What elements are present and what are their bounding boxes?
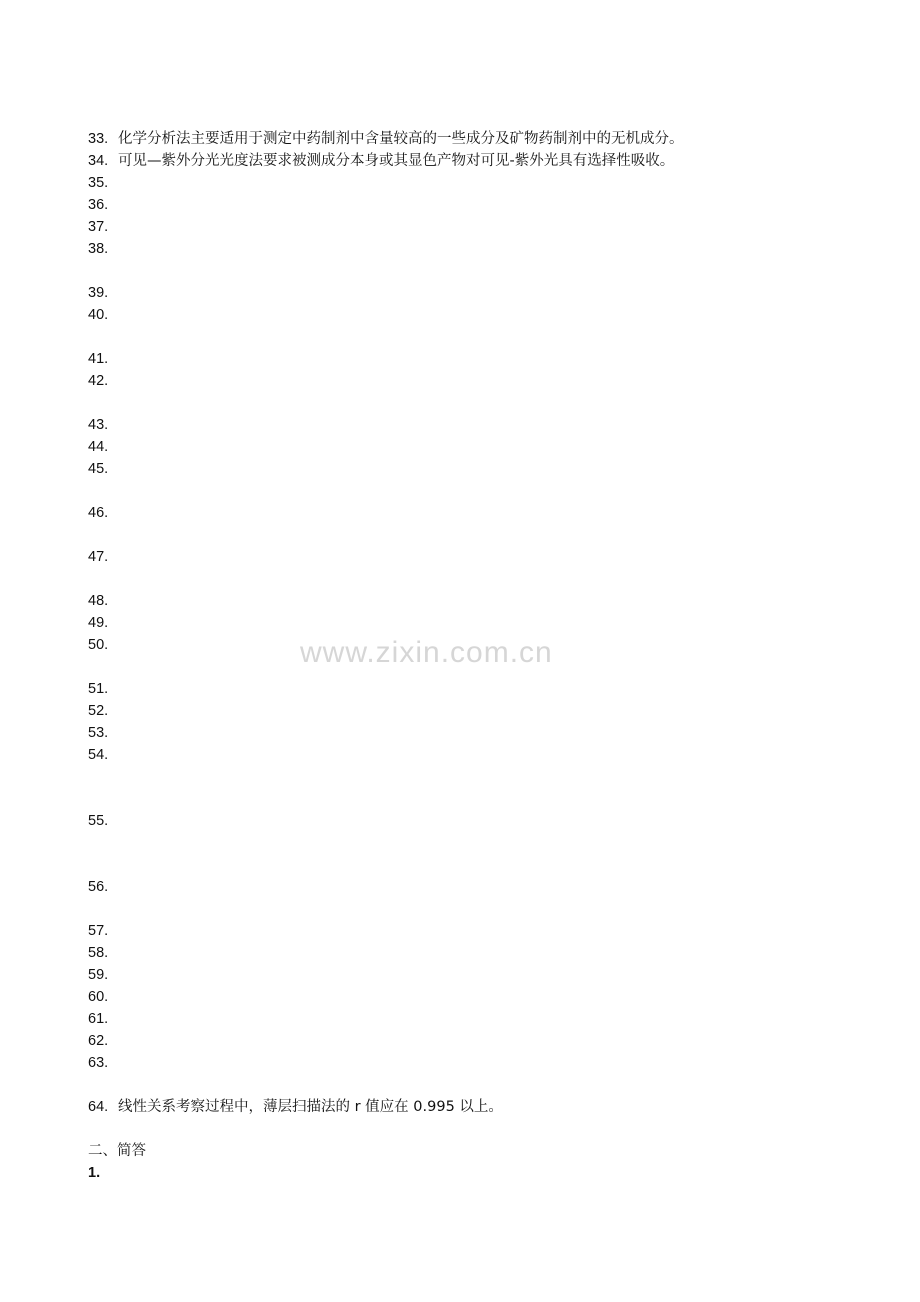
item-number: 57. <box>88 923 109 939</box>
item-number: 55. <box>88 813 109 829</box>
section-heading: 二、简答 <box>88 1143 146 1159</box>
list-item <box>88 216 840 238</box>
item-number: 54. <box>88 747 109 763</box>
item-number: 37. <box>88 219 109 235</box>
item-number: 34. <box>88 153 109 169</box>
item-number: 58. <box>88 945 109 961</box>
item-number: 45. <box>88 461 109 477</box>
item-number: 51. <box>88 681 109 697</box>
list-item <box>88 502 840 546</box>
item-text: 可见—紫外分光光度法要求被测成分本身或其显色产物对可见-紫外光具有选择性吸收。 <box>118 153 675 169</box>
item-number: 59. <box>88 967 109 983</box>
question-title <box>88 1162 840 1184</box>
item-number: 64. <box>88 1099 109 1115</box>
answer-paragraph <box>88 1184 840 1250</box>
list-item <box>88 942 840 964</box>
item-number: 44. <box>88 439 109 455</box>
list-item <box>88 238 840 282</box>
list-item <box>88 722 840 744</box>
item-number: 33. <box>88 131 109 147</box>
list-item <box>88 282 840 304</box>
list-item <box>88 612 840 634</box>
item-number: 62. <box>88 1033 109 1049</box>
item-number: 60. <box>88 989 109 1005</box>
item-number: 35. <box>88 175 109 191</box>
continuation-paragraph <box>118 84 840 128</box>
item-number: 53. <box>88 725 109 741</box>
item-text: 线性关系考察过程中，薄层扫描法的 r 值应在 0.995 以上。 <box>118 1099 503 1115</box>
list-item <box>88 172 840 194</box>
list-item <box>88 194 840 216</box>
item-number: 36. <box>88 197 109 213</box>
list-item <box>88 920 840 942</box>
item-number: 63. <box>88 1055 109 1071</box>
item-text: 化学分析法主要适用于测定中药制剂中含量较高的一些成分及矿物药制剂中的无机成分。 <box>118 131 684 147</box>
list-item <box>88 546 840 590</box>
list-item <box>88 150 840 172</box>
item-number: 56. <box>88 879 109 895</box>
item-number: 48. <box>88 593 109 609</box>
list-item <box>88 876 840 920</box>
list-item <box>88 1030 840 1052</box>
item-number: 43. <box>88 417 109 433</box>
list-item <box>88 1052 840 1096</box>
item-number: 61. <box>88 1011 109 1027</box>
item-number: 39. <box>88 285 109 301</box>
list-item <box>88 458 840 502</box>
list-item <box>88 1096 840 1118</box>
item-number: 47. <box>88 549 109 565</box>
item-number: 42. <box>88 373 109 389</box>
item-number: 40. <box>88 307 109 323</box>
list-item <box>88 348 840 370</box>
list-item <box>88 810 840 876</box>
list-item <box>88 128 840 150</box>
list-item <box>88 414 840 436</box>
list-item <box>88 964 840 986</box>
watermark: www.zixin.com.cn <box>300 636 553 669</box>
list-item <box>88 700 840 722</box>
question-text <box>118 1162 840 1184</box>
list-item <box>88 744 840 810</box>
question-number: 1. <box>88 1165 101 1181</box>
list-item <box>88 590 840 612</box>
list-item <box>88 436 840 458</box>
list-item <box>88 986 840 1008</box>
item-number: 49. <box>88 615 109 631</box>
item-number: 52. <box>88 703 109 719</box>
item-number: 50. <box>88 637 109 653</box>
list-item <box>88 370 840 414</box>
list-item <box>88 678 840 700</box>
item-number: 41. <box>88 351 109 367</box>
item-number: 38. <box>88 241 109 257</box>
list-item <box>88 1008 840 1030</box>
item-number: 46. <box>88 505 109 521</box>
list-item <box>88 304 840 348</box>
